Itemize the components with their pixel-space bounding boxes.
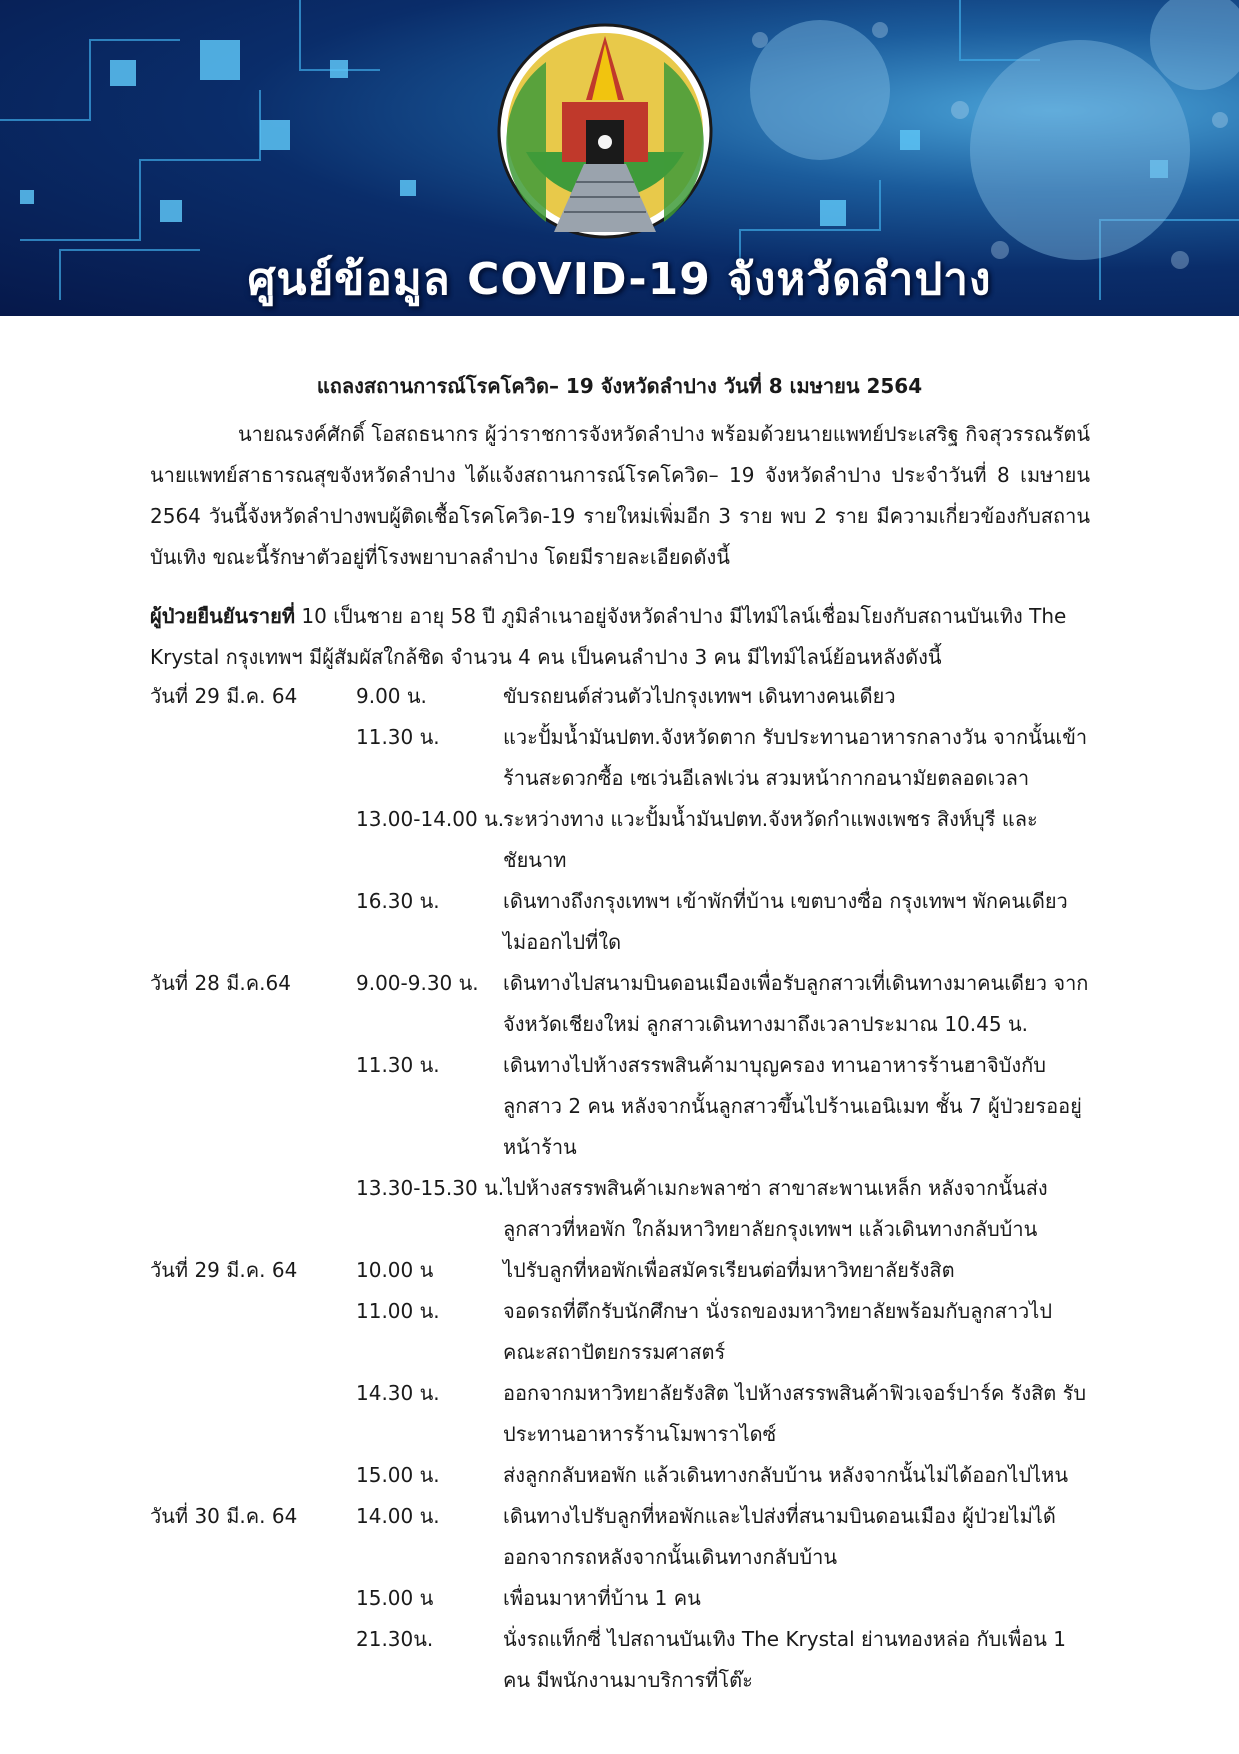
timeline-date: วันที่ 28 มี.ค.64 <box>150 971 291 995</box>
timeline-time: 15.00 น. <box>356 1463 440 1487</box>
timeline-row <box>150 1045 1090 1168</box>
timeline-time: 13.30-15.30 น. <box>356 1176 505 1200</box>
case-text: 10 เป็นชาย อายุ 58 ปี ภูมิลำเนาอยู่จังหวัดลำปาง มีไทม์ไลน์เชื่อมโยงกับสถานบันเทิง The Krystal กรุงเทพฯ มีผู้สัมผัสใกล้ชิด จำนวน 4 คน เป็นคนลำปาง 3 คน มีไทม์ไลน์ย้อนหลังดังนี้ <box>150 604 1067 669</box>
timeline-time: 11.30 น. <box>356 1053 440 1077</box>
intro-text: นายณรงค์ศักดิ์ โอสถธนากร ผู้ว่าราชการจังหวัดลำปาง พร้อมด้วยนายแพทย์ประเสริฐ กิจสุวรรณรัตน์ นายแพทย์สาธารณสุขจังหวัดลำปาง ได้แจ้งสถานการณ์โรคโควิด– 19 จังหวัดลำปาง ประจำวันที่ 8 เมษายน 2564 วันนี้จังหวัดลำปางพบผู้ติดเชื้อโรคโควิด-19 รายใหม่เพิ่มอีก 3 ราย พบ 2 ราย มีความเกี่ยวข้องกับสถานบันเทิง ขณะนี้รักษาตัวอยู่ที่โรงพยาบาลลำปาง โดยมีรายละเอียดดังนี้ <box>150 422 1090 569</box>
timeline-date: วันที่ 29 มี.ค. 64 <box>150 684 298 708</box>
timeline-description: ส่งลูกกลับหอพัก แล้วเดินทางกลับบ้าน หลังจากนั้นไม่ได้ออกไปไหน <box>503 1463 1069 1487</box>
timeline-row <box>150 799 1090 881</box>
case-summary <box>150 596 1090 678</box>
timeline-description: ขับรถยนต์ส่วนตัวไปกรุงเทพฯ เดินทางคนเดียว <box>503 684 896 708</box>
timeline-description: เดินทางถึงกรุงเทพฯ เข้าพักที่บ้าน เขตบางซื่อ กรุงเทพฯ พักคนเดียว ไม่ออกไปที่ใด <box>503 889 1068 954</box>
timeline-description: ไปห้างสรรพสินค้าเมกะพลาซ่า สาขาสะพานเหล็ก หลังจากนั้นส่งลูกสาวที่หอพัก ใกล้มหาวิทยาลัยกรุงเทพฯ แล้วเดินทางกลับบ้าน <box>503 1176 1048 1241</box>
timeline-row <box>150 676 1090 717</box>
timeline-row <box>150 717 1090 799</box>
timeline-description: เดินทางไปห้างสรรพสินค้ามาบุญครอง ทานอาหารร้านฮาจิบังกับลูกสาว 2 คน หลังจากนั้นลูกสาวขึ้นไปร้านเอนิเมท ชั้น 7 ผู้ป่วยรออยู่หน้าร้าน <box>503 1053 1082 1159</box>
timeline-time: 14.00 น. <box>356 1504 440 1528</box>
case-label: ผู้ป่วยยืนยันรายที่ <box>150 604 296 628</box>
timeline-description: เพื่อนมาหาที่บ้าน 1 คน <box>503 1586 701 1610</box>
timeline-row <box>150 1578 1090 1619</box>
timeline-row <box>150 1168 1090 1250</box>
timeline-description: แวะปั้มน้ำมันปตท.จังหวัดตาก รับประทานอาหารกลางวัน จากนั้นเข้าร้านสะดวกซื้อ เซเว่นอีเลฟเว่น สวมหน้ากากอนามัยตลอดเวลา <box>503 725 1088 790</box>
header-banner <box>0 0 1239 316</box>
timeline-date: วันที่ 29 มี.ค. 64 <box>150 1258 298 1282</box>
timeline-time: 9.00-9.30 น. <box>356 971 479 995</box>
timeline-row <box>150 1250 1090 1291</box>
timeline-date: วันที่ 30 มี.ค. 64 <box>150 1504 298 1528</box>
timeline-row <box>150 1455 1090 1496</box>
timeline <box>150 676 1090 1701</box>
timeline-description: นั่งรถแท็กซี่ ไปสถานบันเทิง The Krystal ย่านทองหล่อ กับเพื่อน 1 คน มีพนักงานมาบริการที่โต๊ะ <box>503 1627 1067 1692</box>
timeline-time: 15.00 น <box>356 1586 434 1610</box>
timeline-time: 16.30 น. <box>356 889 440 913</box>
timeline-time: 13.00-14.00 น. <box>356 807 505 831</box>
timeline-time: 21.30น. <box>356 1627 434 1651</box>
timeline-row <box>150 1496 1090 1578</box>
intro-paragraph <box>150 414 1090 578</box>
timeline-row <box>150 1291 1090 1373</box>
timeline-row <box>150 963 1090 1045</box>
timeline-row <box>150 1619 1090 1701</box>
timeline-description: เดินทางไปสนามบินดอนเมืองเพื่อรับลูกสาวเที่เดินทางมาคนเดียว จากจังหวัดเชียงใหม่ ลูกสาวเดินทางมาถึงเวลาประมาณ 10.45 น. <box>503 971 1089 1036</box>
timeline-description: ออกจากมหาวิทยาลัยรังสิต ไปห้างสรรพสินค้าฟิวเจอร์ปาร์ค รังสิต รับประทานอาหารร้านโมพาราไดซ์ <box>503 1381 1087 1446</box>
timeline-time: 14.30 น. <box>356 1381 440 1405</box>
timeline-description: ไปรับลูกที่หอพักเพื่อสมัครเรียนต่อที่มหาวิทยาลัยรังสิต <box>503 1258 955 1282</box>
timeline-description: เดินทางไปรับลูกที่หอพักและไปส่งที่สนามบินดอนเมือง ผู้ป่วยไม่ได้ออกจากรถหลังจากนั้นเดินทางกลับบ้าน <box>503 1504 1056 1569</box>
timeline-row <box>150 881 1090 963</box>
timeline-time: 10.00 น <box>356 1258 434 1282</box>
timeline-time: 9.00 น. <box>356 684 427 708</box>
lampang-seal-logo <box>496 22 714 240</box>
timeline-row <box>150 1373 1090 1455</box>
timeline-time: 11.30 น. <box>356 725 440 749</box>
timeline-description: ระหว่างทาง แวะปั้มน้ำมันปตท.จังหวัดกำแพงเพชร สิงห์บุรี และ ชัยนาท <box>503 807 1038 872</box>
timeline-description: จอดรถที่ตึกรับนักศึกษา นั่งรถของมหาวิทยาลัยพร้อมกับลูกสาวไปคณะสถาปัตยกรรมศาสตร์ <box>503 1299 1053 1364</box>
timeline-time: 11.00 น. <box>356 1299 440 1323</box>
banner-title: ศูนย์ข้อมูล COVID-19 จังหวัดลำปาง <box>247 254 992 305</box>
document-title: แถลงสถานการณ์โรคโควิด– 19 จังหวัดลำปาง วันที่ 8 เมษายน 2564 <box>316 374 923 398</box>
